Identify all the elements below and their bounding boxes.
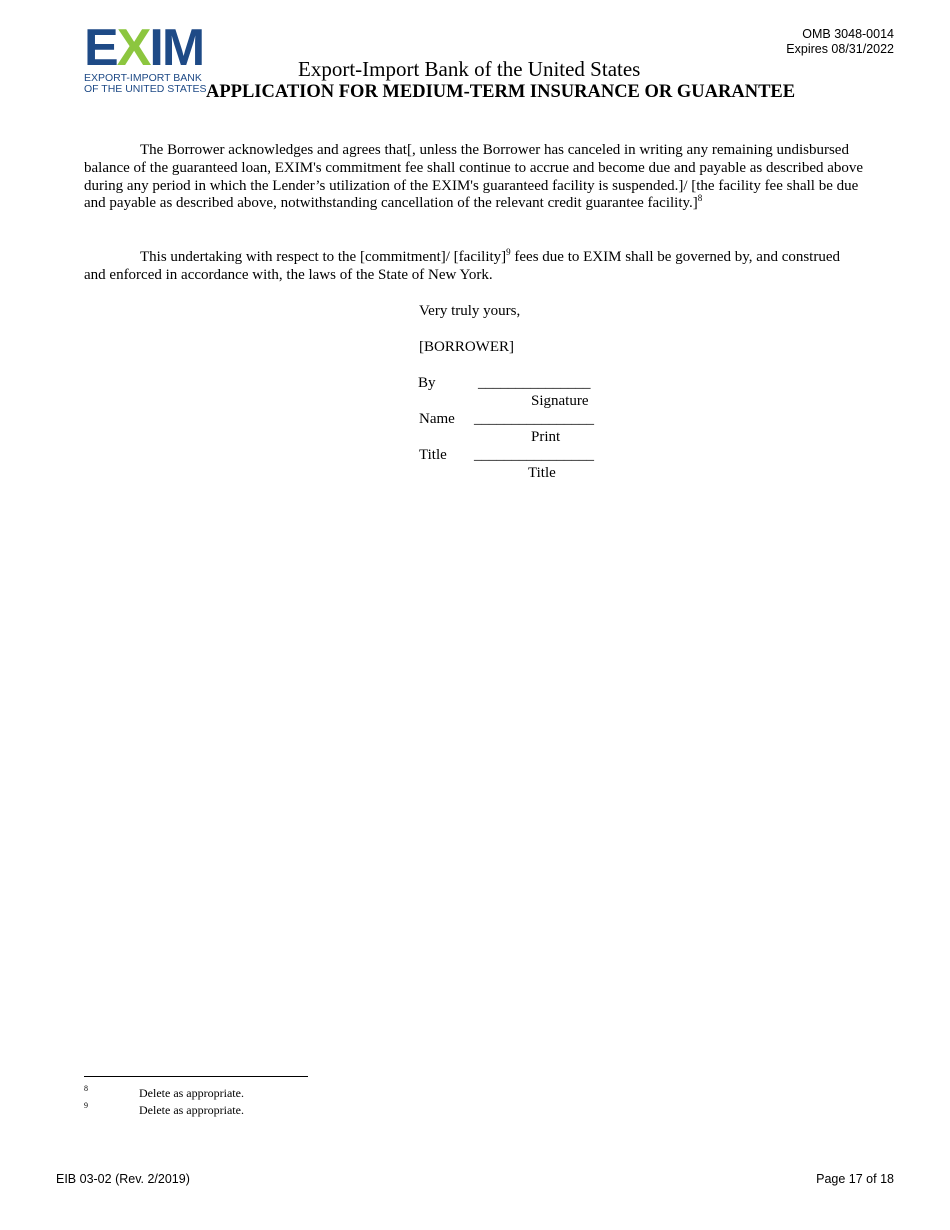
closing-borrower: [BORROWER] bbox=[419, 339, 514, 355]
page-subtitle: APPLICATION FOR MEDIUM-TERM INSURANCE OR GUARANTEE bbox=[206, 82, 796, 102]
name-label: Name bbox=[419, 411, 455, 427]
paragraph-governing-law-text-b: fees due to EXIM shall be governed by, and construed and enforced in accordance with, the laws of the State of New York. bbox=[84, 249, 841, 283]
exim-logo bbox=[84, 19, 207, 95]
name-caption: Print bbox=[531, 429, 561, 445]
page-number: Page 17 of 18 bbox=[816, 1172, 894, 1186]
footnote-8-text: Delete as appropriate. bbox=[139, 1086, 244, 1100]
paragraph-governing-law bbox=[84, 249, 864, 285]
title-caption: Title bbox=[528, 465, 556, 481]
name-line[interactable]: ________________ bbox=[474, 411, 594, 427]
signature-caption: Signature bbox=[531, 393, 589, 409]
footnote-divider bbox=[84, 1076, 308, 1077]
signature-line[interactable]: _______________ bbox=[478, 375, 591, 391]
logo-letters-im: IM bbox=[149, 19, 204, 77]
footnote-ref-9[interactable]: 9 bbox=[506, 247, 511, 257]
omb-expires: Expires 08/31/2022 bbox=[786, 42, 894, 56]
form-id: EIB 03-02 (Rev. 2/2019) bbox=[56, 1172, 190, 1186]
page-title: Export-Import Bank of the United States bbox=[298, 57, 641, 81]
closing-salutation: Very truly yours, bbox=[419, 303, 521, 319]
by-label: By bbox=[418, 375, 436, 391]
footnote-8-number: 8 bbox=[84, 1084, 88, 1093]
footnote-9-text: Delete as appropriate. bbox=[139, 1103, 244, 1117]
footnote-9-number: 9 bbox=[84, 1101, 88, 1110]
omb-number: OMB 3048-0014 bbox=[802, 27, 894, 41]
paragraph-acknowledgement bbox=[84, 142, 864, 213]
paragraph-governing-law-text-a: This undertaking with respect to the [commitment]/ [facility] bbox=[140, 249, 507, 265]
logo-letter-x: X bbox=[116, 19, 150, 77]
title-label: Title bbox=[419, 447, 447, 463]
title-line[interactable]: ________________ bbox=[474, 447, 594, 463]
footnote-ref-8[interactable]: 8 bbox=[697, 193, 703, 204]
logo-letter-e: E bbox=[84, 19, 117, 77]
paragraph-acknowledgement-text: The Borrower acknowledges and agrees that[, unless the Borrower has canceled in writing any remaining undisbursed balance of the guaranteed loan, EXIM's commitment fee shall continue to accrue and become due and payable as described above during any period in which the Lender’s utilization of the EXIM's guaranteed facility is suspended.]/ [the facility fee shall be due and payable as described above, notwithstanding cancellation of the relevant credit guarantee facility.] bbox=[84, 142, 864, 212]
logo-line2: OF THE UNITED STATES bbox=[84, 83, 207, 95]
logo-line1: EXPORT-IMPORT BANK bbox=[84, 72, 202, 84]
logo-wordmark bbox=[84, 19, 204, 77]
omb-info bbox=[786, 27, 894, 57]
